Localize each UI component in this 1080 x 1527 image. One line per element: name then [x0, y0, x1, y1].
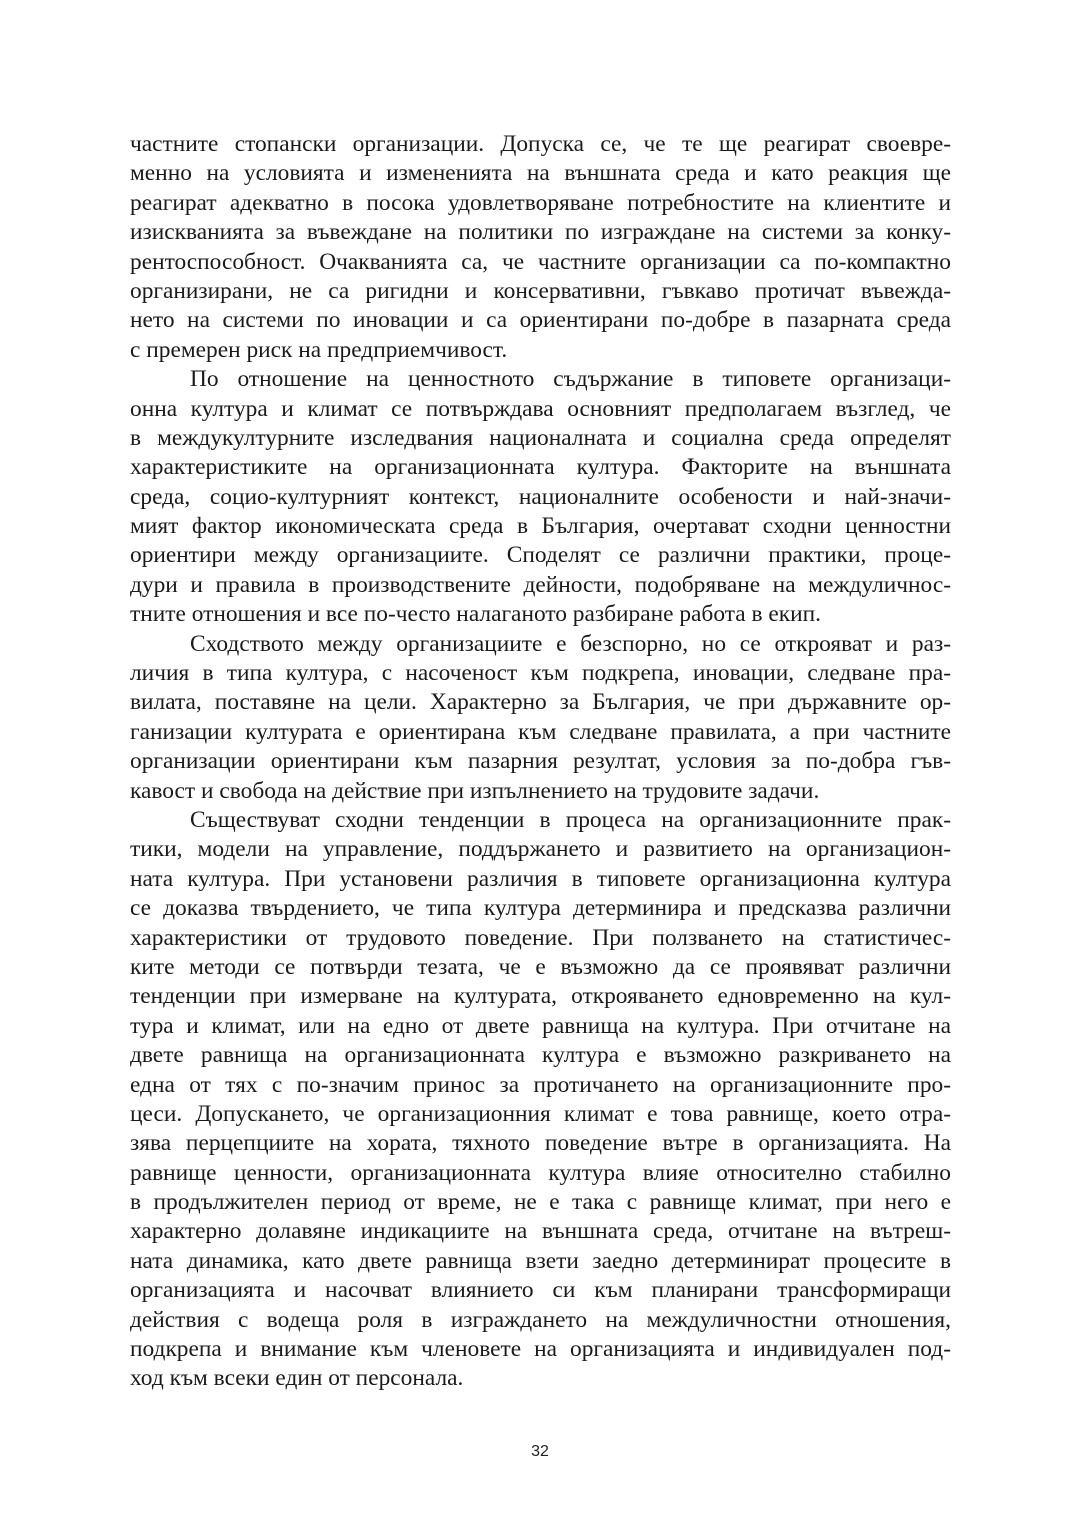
text-line: тура и климат, или на едно от двете равнища на култура. При отчитане на: [130, 1012, 951, 1039]
text-line: реагират адекватно в посока удовлетворяване потребностите на клиентите и: [130, 189, 951, 216]
text-line: организации ориентирани към пазарния резултат, условия за по-добра гъв-: [130, 748, 951, 775]
paragraph: [130, 130, 951, 365]
text-line: дури и правила в производствените дейности, подобряване на междуличнос-: [130, 571, 951, 598]
text-line: една от тях с по-значим принос за протичането на организационните про-: [130, 1071, 951, 1098]
text-line: ната динамика, като двете равнища взети заедно детерминират процесите в: [130, 1247, 951, 1274]
text-line: среда, социо-културният контекст, националните особености и най-значи-: [130, 483, 951, 510]
text-line: действия с водеща роля в изграждането на междуличностни отношения,: [130, 1306, 951, 1333]
text-line: нето на системи по иновации и са ориентирани по-добре в пазарната среда: [130, 307, 951, 334]
text-line: личия в типа култура, с насоченост към подкрепа, иновации, следване пра-: [130, 660, 951, 687]
paragraph: [130, 365, 951, 630]
paragraph: [130, 806, 951, 1394]
text-line: ките методи се потвърди тезата, че е възможно да се проявяват различни: [130, 953, 951, 980]
text-line: Сходството между организациите е безспорно, но се открояват и раз-: [190, 630, 951, 657]
text-line: характеристики от трудовото поведение. При ползването на статистичес-: [130, 924, 951, 951]
text-line: рентоспособност. Очакванията са, че частните организации са по-компактно: [130, 248, 951, 275]
page-number: 32: [531, 1443, 549, 1460]
text-line: се доказва твърдението, че типа култура детерминира и предсказва различни: [130, 895, 951, 922]
text-line: равнище ценности, организационната култура влияе относително стабилно: [130, 1159, 951, 1186]
text-line: в междукултурните изследвания националната и социална среда определят: [130, 424, 951, 451]
text-line: мият фактор икономическата среда в България, очертават сходни ценностни: [130, 513, 951, 540]
text-line: двете равнища на организационната култура е възможно разкриването на: [130, 1042, 951, 1069]
text-line: частните стопански организации. Допуска се, че те ще реагират своевре-: [130, 131, 951, 157]
text-line: кавост и свобода на действие при изпълнението на трудовите задачи.: [130, 777, 820, 804]
text-line: изискванията за въвеждане на политики по изграждане на системи за конку-: [130, 219, 951, 246]
text-line: организацията и насочват влиянието си към планирани трансформиращи: [130, 1277, 951, 1304]
text-line: По отношение на ценностното съдържание в типовете организаци-: [190, 366, 951, 393]
text-line: зява перцепциите на хората, тяхното поведение вътре в организацията. На: [130, 1130, 951, 1157]
text-line: подкрепа и внимание към членовете на организацията и индивидуален под-: [130, 1336, 951, 1363]
text-line: ход към всеки един от персонала.: [130, 1365, 464, 1392]
text-line: с премерен риск на предприемчивост.: [130, 336, 508, 363]
text-line: ориентири между организациите. Споделят се различни практики, проце-: [130, 542, 951, 569]
text-line: ганизации културата е ориентирана към следване правилата, а при частните: [130, 718, 951, 745]
text-line: тните отношения и все по-често налаганото разбиране работа в екип.: [130, 601, 821, 628]
text-line: тики, модели на управление, поддържането и развитието на организацион-: [130, 836, 951, 863]
paragraph: [130, 630, 951, 806]
body-text: [130, 130, 951, 1394]
text-line: характеристиките на организационната култура. Факторите на външната: [130, 454, 951, 481]
text-line: в продължителен период от време, не е така с равнище климат, при него е: [130, 1189, 951, 1216]
text-line: характерно долавяне индикациите на външната среда, отчитане на вътреш-: [130, 1218, 951, 1245]
text-line: онна култура и климат се потвърждава основният предполагаем възглед, че: [130, 395, 951, 422]
text-line: организирани, не са ригидни и консервативни, гъвкаво протичат въвежда-: [130, 277, 951, 304]
text-line: цеси. Допускането, че организационния климат е това равнище, което отра-: [130, 1100, 951, 1127]
text-line: Съществуват сходни тенденции в процеса на организационните прак-: [190, 806, 951, 833]
text-line: ната култура. При установени различия в типовете организационна култура: [130, 865, 951, 892]
text-line: тенденции при измерване на културата, открояването едновременно на кул-: [130, 983, 951, 1010]
text-line: менно на условията и измененията на външната среда и като реакция ще: [130, 160, 951, 187]
text-line: вилата, поставяне на цели. Характерно за България, че при държавните ор-: [130, 689, 951, 716]
